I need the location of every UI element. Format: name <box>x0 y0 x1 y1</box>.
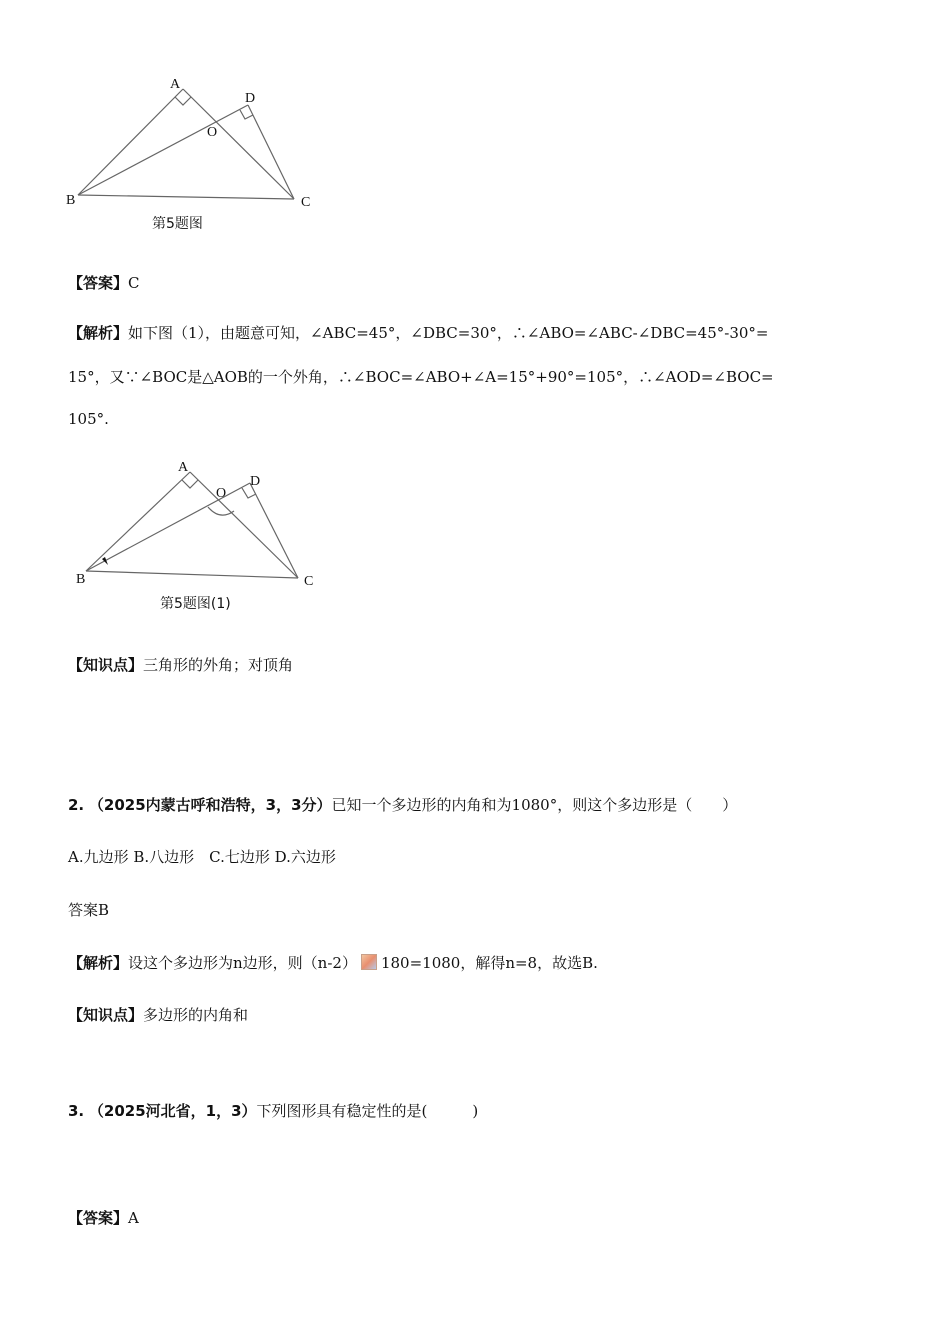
analysis-tag: 【解析】 <box>68 324 129 342</box>
label-D: D <box>250 474 261 489</box>
knowledge-tag: 【知识点】 <box>68 1006 144 1024</box>
q2-stem-text: 已知一个多边形的内角和为1080°，则这个多边形是（ ） <box>331 796 738 814</box>
figure-5-1 <box>68 455 338 595</box>
figure-5-caption: 第5题图 <box>152 216 203 232</box>
q2-options: A.九边形 B.八边形 C.七边形 D.六边形 <box>68 848 336 866</box>
answer-value: C <box>128 274 140 292</box>
analysis-tag: 【解析】 <box>68 954 129 972</box>
q2-number: 2. <box>68 796 85 814</box>
q3-answer <box>68 1207 139 1228</box>
q1-knowledge <box>68 654 293 675</box>
q2-answer: 答案B <box>68 901 110 919</box>
q2-knowledge <box>68 1004 248 1025</box>
label-O: O <box>207 125 218 140</box>
label-C: C <box>301 195 311 210</box>
label-B: B <box>76 572 86 587</box>
label-D: D <box>245 91 256 106</box>
q2-analysis <box>68 952 598 973</box>
analysis-text-post: 180=1080，解得n=8，故选B. <box>380 954 598 972</box>
figure-5 <box>60 72 330 212</box>
answer-tag: 【答案】 <box>68 274 129 292</box>
label-O: O <box>216 486 227 501</box>
q2-stem <box>68 794 737 815</box>
q1-analysis-line-2: 15°，又∵∠BOC是△AOB的一个外角，∴∠BOC=∠ABO+∠A=15°+90°=105°，∴∠AOD=∠BOC= <box>68 368 774 386</box>
knowledge-text: 多边形的内角和 <box>143 1006 249 1024</box>
q2-source: （2025内蒙古呼和浩特，3，3分） <box>88 796 332 814</box>
label-A: A <box>178 460 189 475</box>
answer-value: A <box>128 1209 139 1227</box>
answer-tag: 【答案】 <box>68 1209 129 1227</box>
q3-number: 3. <box>68 1102 85 1120</box>
label-C: C <box>304 574 314 589</box>
image-placeholder-icon <box>361 954 377 970</box>
q3-stem-text: 下列图形具有稳定性的是( ) <box>256 1102 479 1120</box>
knowledge-tag: 【知识点】 <box>68 656 144 674</box>
analysis-text: 如下图（1），由题意可知，∠ABC=45°，∠DBC=30°，∴∠ABO=∠ABC-∠DBC=45°-30°= <box>128 324 769 342</box>
knowledge-text: 三角形的外角；对顶角 <box>143 656 294 674</box>
label-A: A <box>170 77 181 92</box>
q1-answer <box>68 272 140 293</box>
q1-analysis-line-1 <box>68 322 769 343</box>
q3-source: （2025河北省，1，3） <box>88 1102 257 1120</box>
label-B: B <box>66 193 76 208</box>
analysis-text-pre: 设这个多边形为n边形，则（n-2） <box>128 954 357 972</box>
q3-stem <box>68 1100 478 1121</box>
figure-5-1-caption: 第5题图(1) <box>160 596 231 612</box>
q1-analysis-line-3: 105°. <box>68 410 109 428</box>
